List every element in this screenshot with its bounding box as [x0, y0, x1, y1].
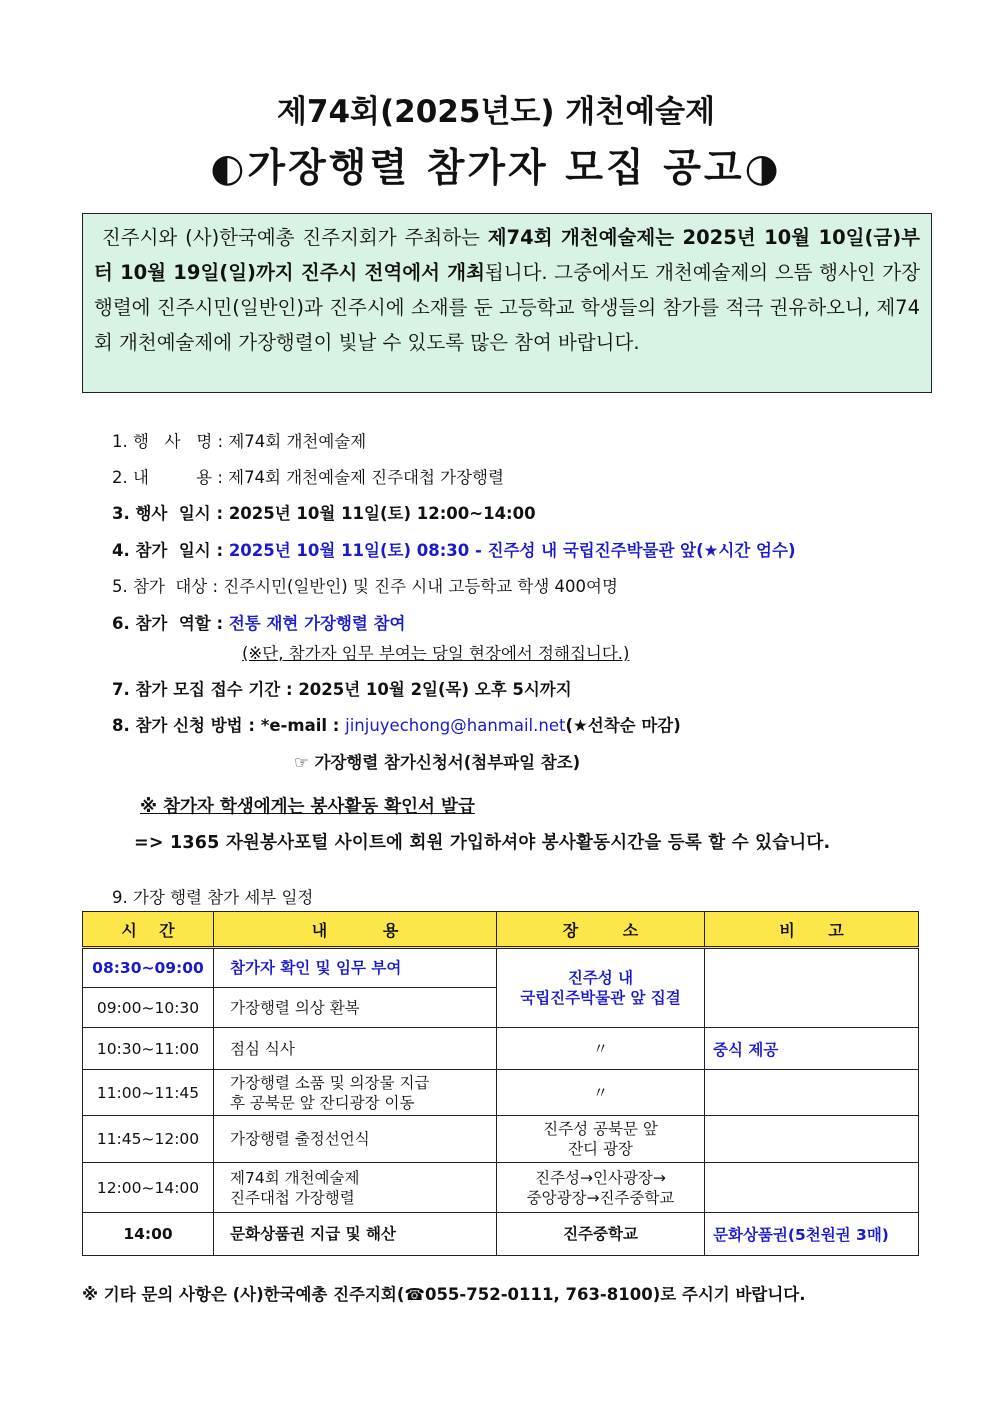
- item-role: [112, 610, 405, 634]
- intro-text-2: 됩니다. 그중에서도 개천예술제의 으뜸 행사인 가장행렬에 진주시민(일반인)과 진주시에 소재를 둔 고등학교 학생들의 참가를 적극 권유하오니, 제74회 개천예술제에 가장행렬이 빛날 수 있도록 많은 참여 바랍니다.: [94, 261, 920, 354]
- header-time: 시 간: [83, 912, 214, 948]
- cell-note: 문화상품권(5천원권 3매): [705, 1213, 919, 1256]
- cell-content: 가장행렬 출정선언식: [214, 1116, 497, 1163]
- item-value: 2025년 10월 11일(토) 12:00~14:00: [228, 504, 536, 523]
- cell-content: 제74회 개천예술제 진주대첩 가장행렬: [214, 1163, 497, 1213]
- cell-content: 점심 식사: [214, 1028, 497, 1070]
- item-event-name: [112, 428, 366, 452]
- item-label: 2. 내 용 :: [112, 468, 229, 487]
- cell-note: [705, 1163, 919, 1213]
- item-value: 2025년 10월 11일(토) 08:30 - 진주성 내 국립진주박물관 앞(★시간 엄수): [228, 541, 796, 560]
- item-label: 1. 행 사 명 :: [112, 432, 229, 451]
- cell-time: 14:00: [83, 1213, 214, 1256]
- cell-time: 08:30~09:00: [83, 948, 214, 988]
- item-event-date: [112, 500, 536, 524]
- table-row: [83, 1163, 919, 1213]
- cell-place: 진주중학교: [497, 1213, 705, 1256]
- item-deadline: 7. 참가 모집 접수 기간 : 2025년 10월 2일(목) 오후 5시까지: [112, 680, 572, 699]
- cell-time: 10:30~11:00: [83, 1028, 214, 1070]
- cell-place: 진주성→인사광장→ 중앙광장→진주중학교: [497, 1163, 705, 1213]
- cell-note: 중식 제공: [705, 1028, 919, 1070]
- volunteer-notice: ※ 참가자 학생에게는 봉사활동 확인서 발급: [140, 797, 475, 817]
- item-participation-date: [112, 537, 795, 561]
- item-value: 제74회 개천예술제 진주대첩 가장행렬: [228, 468, 504, 487]
- cell-place: 진주성 내 국립진주박물관 앞 집결: [497, 948, 705, 1028]
- item-value: 제74회 개천예술제: [228, 432, 367, 451]
- item-apply-method: [112, 712, 681, 736]
- cell-content: 문화상품권 지급 및 해산: [214, 1213, 497, 1256]
- intro-box: [82, 213, 932, 393]
- item-content: [112, 464, 504, 488]
- schedule-table: [82, 911, 919, 1256]
- header-place: 장 소: [497, 912, 705, 948]
- table-row: [83, 1028, 919, 1070]
- cell-content: 가장행렬 소품 및 의장물 지급 후 공북문 앞 잔디광장 이동: [214, 1070, 497, 1116]
- item-role-note: (※단, 참가자 임무 부여는 당일 현장에서 정해집니다.): [242, 644, 630, 663]
- item-label: 6. 참가 역할 :: [112, 614, 229, 633]
- header-content: 내 용: [214, 912, 497, 948]
- item-value: 전통 재현 가장행렬 참여: [228, 614, 406, 633]
- page-title-line2: ◐가장행렬 참가자 모집 공고◑: [210, 146, 782, 191]
- item-label: 5. 참가 대상 :: [112, 577, 224, 596]
- table-row: [83, 1070, 919, 1116]
- item-target: [112, 573, 618, 597]
- table-header-row: [83, 912, 919, 948]
- cell-time: 09:00~10:30: [83, 988, 214, 1028]
- cell-place: 〃: [497, 1070, 705, 1116]
- cell-note: [705, 948, 919, 1028]
- cell-time: 12:00~14:00: [83, 1163, 214, 1213]
- cell-place: 〃: [497, 1028, 705, 1070]
- table-row: [83, 1213, 919, 1256]
- item-label: 4. 참가 일시 :: [112, 541, 229, 560]
- table-row: [83, 948, 919, 988]
- contact-footer: ※ 기타 문의 사항은 (사)한국예총 진주지회(☎055-752-0111, 763-8100)로 주시기 바랍니다.: [82, 1285, 806, 1304]
- cell-content: 참가자 확인 및 임무 부여: [214, 948, 497, 988]
- volunteer-notice-detail: => 1365 자원봉사포털 사이트에 회원 가입하셔야 봉사활동시간을 등록 할 수 있습니다.: [134, 833, 831, 853]
- table-row: [83, 1116, 919, 1163]
- cell-content: 가장행렬 의상 환복: [214, 988, 497, 1028]
- cell-note: [705, 1070, 919, 1116]
- item-suffix: (★선착순 마감): [565, 716, 681, 735]
- apply-form-note: ☞ 가장행렬 참가신청서(첨부파일 참조): [294, 753, 581, 772]
- cell-place: 진주성 공북문 앞 잔디 광장: [497, 1116, 705, 1163]
- intro-text-bold: 제74회 개천예술제는 2025년 10월 10일(금)부터 10월 19일(일)까지 진주시 전역에서 개최: [94, 226, 921, 284]
- cell-time: 11:00~11:45: [83, 1070, 214, 1116]
- cell-note: [705, 1116, 919, 1163]
- item-value: 진주시민(일반인) 및 진주 시내 고등학교 학생 400여명: [223, 577, 618, 596]
- cell-time: 11:45~12:00: [83, 1116, 214, 1163]
- page-title-line1: 제74회(2025년도) 개천예술제: [276, 94, 716, 130]
- item-label: 3. 행사 일시 :: [112, 504, 229, 523]
- intro-text-1: 진주시와 (사)한국예총 진주지회가 주최하는: [101, 226, 488, 249]
- header-note: 비 고: [705, 912, 919, 948]
- email-link[interactable]: jinjuyechong@hanmail.net: [345, 716, 566, 735]
- item-label: 8. 참가 신청 방법 : *e-mail :: [112, 716, 346, 735]
- schedule-title: 9. 가장 행렬 참가 세부 일정: [112, 888, 314, 907]
